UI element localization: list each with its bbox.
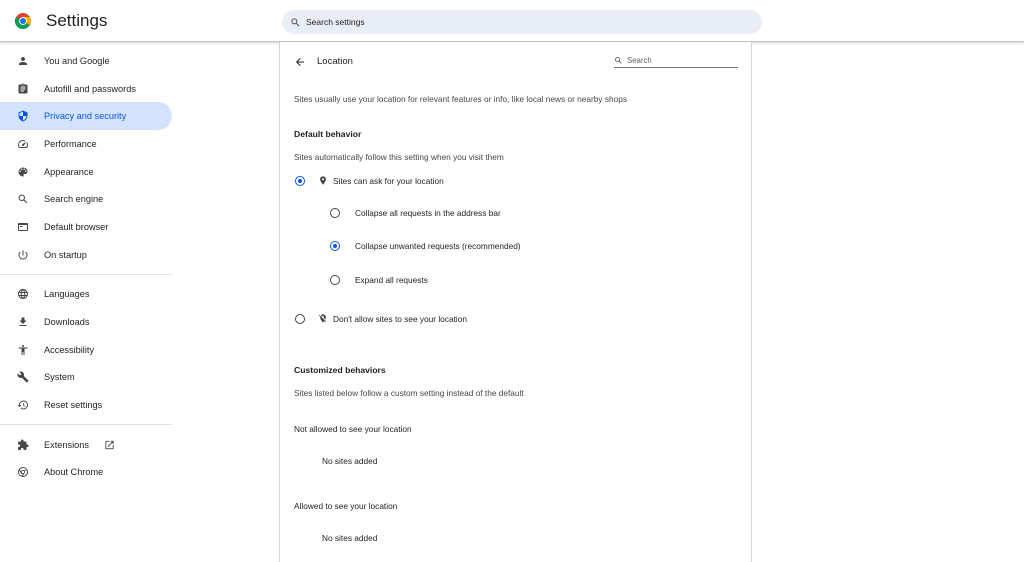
location-search-input[interactable]: [627, 56, 732, 65]
search-icon: [290, 17, 301, 28]
person-icon: [17, 55, 29, 67]
default-behavior-heading: Default behavior: [294, 129, 362, 139]
sidebar-item-performance[interactable]: [0, 130, 176, 158]
palette-icon: [17, 166, 29, 178]
sidebar-item-downloads[interactable]: [0, 308, 176, 336]
sidebar-item-label: Downloads: [44, 317, 90, 328]
sidebar-item-label: Performance: [44, 138, 97, 149]
sidebar-item-about-chrome[interactable]: [0, 459, 176, 487]
sidebar-item-languages[interactable]: [0, 281, 176, 309]
shield-icon: [17, 110, 29, 122]
radio-block-location[interactable]: [295, 313, 467, 324]
option-label: Collapse unwanted requests (recommended): [355, 241, 521, 251]
download-icon: [17, 316, 29, 328]
location-settings-card: [279, 42, 752, 562]
reset-history-icon: [17, 399, 29, 411]
radio-collapse-all-requests[interactable]: [330, 208, 501, 218]
not-allowed-empty: No sites added: [322, 456, 378, 466]
sidebar-item-accessibility[interactable]: [0, 336, 176, 364]
option-label: Collapse all requests in the address bar: [355, 208, 501, 218]
radio-button[interactable]: [330, 208, 340, 218]
radio-allow-ask-location[interactable]: [295, 175, 444, 186]
radio-button[interactable]: [295, 314, 305, 324]
sidebar-item-label: Search engine: [44, 194, 104, 205]
option-label: Expand all requests: [355, 275, 428, 285]
open-in-new-icon: [104, 439, 115, 450]
sidebar-item-system[interactable]: [0, 364, 176, 392]
sidebar-item-extensions[interactable]: [0, 431, 176, 459]
customized-behaviors-description: Sites listed below follow a custom setting instead of the default: [294, 388, 524, 398]
option-label: Don't allow sites to see your location: [333, 313, 467, 324]
location-description: Sites usually use your location for relevant features or info, like local news or nearby shops: [294, 94, 627, 104]
settings-search-bar[interactable]: [282, 10, 762, 34]
not-allowed-heading: Not allowed to see your location: [294, 424, 412, 434]
browser-window-icon: [17, 221, 29, 233]
sidebar-item-label: Extensions: [44, 439, 89, 450]
search-icon: [614, 56, 623, 65]
radio-button[interactable]: [295, 176, 305, 186]
radio-button[interactable]: [330, 275, 340, 285]
globe-icon: [17, 288, 29, 300]
chrome-logo-icon: [15, 13, 31, 29]
sidebar-divider: [0, 274, 172, 275]
wrench-icon: [17, 371, 29, 383]
allowed-heading: Allowed to see your location: [294, 501, 398, 511]
sidebar-item-label: Accessibility: [44, 344, 95, 355]
sidebar-item-search-engine[interactable]: [0, 185, 176, 213]
settings-search-input[interactable]: [306, 17, 706, 27]
sidebar-item-label: On startup: [44, 249, 87, 260]
sidebar-item-privacy-and-security[interactable]: [0, 102, 172, 130]
location-off-icon: [318, 313, 328, 324]
accessibility-icon: [17, 344, 29, 356]
location-pin-icon: [318, 175, 328, 186]
sidebar-item-label: Languages: [44, 289, 90, 300]
sidebar-item-label: Default browser: [44, 221, 109, 232]
search-icon: [17, 193, 29, 205]
back-arrow-icon[interactable]: [294, 56, 306, 68]
sidebar-item-label: Privacy and security: [44, 111, 127, 122]
radio-expand-all-requests[interactable]: [330, 275, 428, 285]
sidebar-item-appearance[interactable]: [0, 158, 176, 186]
clipboard-icon: [17, 83, 29, 95]
sidebar-item-label: Autofill and passwords: [44, 83, 136, 94]
sidebar: [0, 47, 176, 486]
sidebar-item-autofill[interactable]: [0, 75, 176, 103]
sidebar-item-default-browser[interactable]: [0, 213, 176, 241]
sidebar-item-label: Reset settings: [44, 400, 103, 411]
sidebar-item-label: You and Google: [44, 55, 110, 66]
location-title: Location: [317, 56, 353, 67]
puzzle-icon: [17, 439, 29, 451]
sidebar-item-on-startup[interactable]: [0, 241, 176, 269]
page-title: Settings: [46, 11, 108, 30]
chrome-icon: [17, 466, 29, 478]
power-icon: [17, 249, 29, 261]
sidebar-item-label: About Chrome: [44, 467, 104, 478]
allowed-empty: No sites added: [322, 533, 378, 543]
sidebar-item-you-and-google[interactable]: [0, 47, 176, 75]
sidebar-item-label: System: [44, 372, 75, 383]
speedometer-icon: [17, 138, 29, 150]
option-label: Sites can ask for your location: [333, 175, 444, 186]
customized-behaviors-heading: Customized behaviors: [294, 365, 386, 375]
sidebar-item-label: Appearance: [44, 166, 94, 177]
default-behavior-description: Sites automatically follow this setting when you visit them: [294, 152, 504, 162]
sidebar-divider: [0, 424, 172, 425]
location-search[interactable]: [614, 54, 738, 68]
radio-collapse-unwanted-requests[interactable]: [330, 241, 521, 251]
sidebar-item-reset-settings[interactable]: [0, 391, 176, 419]
radio-button[interactable]: [330, 241, 340, 251]
header: [0, 0, 1024, 42]
